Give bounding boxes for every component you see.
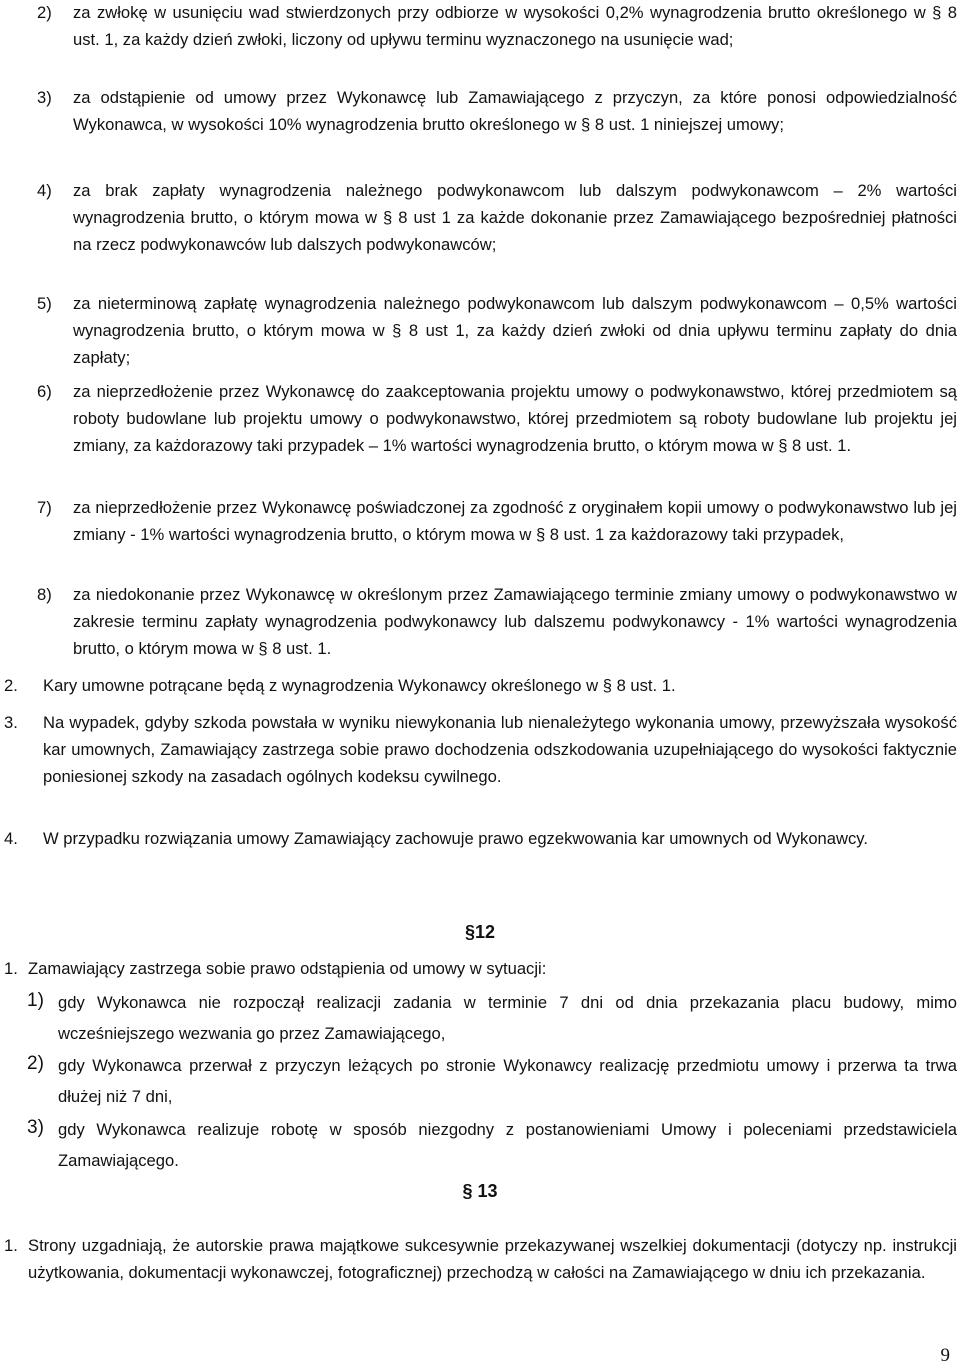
item-text: gdy Wykonawca przerwał z przyczyn leżących po stronie Wykonawcy realizację przedmiotu umowy i przerwa ta trwa dłużej niż 7 dni, bbox=[58, 1056, 957, 1106]
item-number: 7) bbox=[37, 498, 52, 517]
penalty-item bbox=[37, 581, 957, 662]
point-number: 2. bbox=[4, 676, 18, 695]
point-number: 1. bbox=[4, 959, 18, 978]
item-number: 2) bbox=[27, 1053, 44, 1074]
item-text: za niedokonanie przez Wykonawcę w określonym przez Zamawiającego terminie zmiany umowy o podwykonawstwo w zakresie terminu zapłaty wynagrodzenia podwykonawcy lub dalszemu podwykonawcy - 1% wartości wynagrodzenia brutto, o którym mowa w § 8 ust. 1. bbox=[73, 585, 957, 658]
penalty-item bbox=[37, 84, 957, 138]
point-text: Kary umowne potrącane będą z wynagrodzenia Wykonawcy określonego w § 8 ust. 1. bbox=[43, 676, 676, 695]
section-heading: § 13 bbox=[462, 1181, 498, 1201]
item-number: 6) bbox=[37, 382, 52, 401]
penalty-item bbox=[37, 290, 957, 371]
numbered-point bbox=[4, 709, 957, 790]
point-number: 3. bbox=[4, 713, 18, 732]
point-text: Strony uzgadniają, że autorskie prawa majątkowe sukcesywnie przekazywanej wszelkiej dokumentacji (dotyczy np. instrukcji użytkowania, dokumentacji wykonawczej, fotograficznej) przechodzą w całości na Zamawiającego w dniu ich przekazania. bbox=[28, 1236, 957, 1282]
item-text: za nieprzedłożenie przez Wykonawcę do zaakceptowania projektu umowy o podwykonawstwo, której przedmiotem są roboty budowlane lub projektu umowy o podwykonawstwo, której przedmiotem są roboty budowlane lub projektu jej zmiany, za każdorazowy taki przypadek – 1% wartości wynagrodzenia brutto, o którym mowa w § 8 ust. 1. bbox=[73, 382, 957, 455]
list-item bbox=[27, 1050, 957, 1112]
item-text: za brak zapłaty wynagrodzenia należnego podwykonawcom lub dalszym podwykonawcom – 2% wartości wynagrodzenia brutto, o którym mowa w § 8 ust 1 za każde dokonanie przez Zamawiającego bezpośredniej płatności na rzecz podwykonawców lub dalszych podwykonawców; bbox=[73, 181, 957, 254]
point-number: 1. bbox=[4, 1236, 18, 1255]
item-number: 2) bbox=[37, 3, 52, 22]
item-text: gdy Wykonawca nie rozpoczął realizacji zadania w terminie 7 dni od dnia przekazania placu budowy, mimo wcześniejszego wezwania go przez Zamawiającego, bbox=[58, 993, 957, 1043]
item-text: za nieterminową zapłatę wynagrodzenia należnego podwykonawcom lub dalszym podwykonawcom – 0,5% wartości wynagrodzenia brutto, o którym mowa w § 8 ust 1, za każdy dzień zwłoki od dnia upływu terminu zapłaty do dnia zapłaty; bbox=[73, 294, 957, 367]
item-number: 1) bbox=[27, 990, 44, 1011]
item-number: 4) bbox=[37, 181, 52, 200]
item-text: gdy Wykonawca realizuje robotę w sposób niezgodny z postanowieniami Umowy i poleceniami przedstawiciela Zamawiającego. bbox=[58, 1120, 957, 1170]
point-number: 4. bbox=[4, 829, 18, 848]
penalty-item bbox=[37, 378, 957, 459]
item-text: za zwłokę w usunięciu wad stwierdzonych przy odbiorze w wysokości 0,2% wynagrodzenia brutto określonego w § 8 ust. 1, za każdy dzień zwłoki, liczony od upływu terminu wyznaczonego na usunięcie wad; bbox=[73, 3, 957, 49]
numbered-point bbox=[4, 672, 957, 699]
point-text: Na wypadek, gdyby szkoda powstała w wyniku niewykonania lub nienależytego wykonania umowy, przewyższała wysokość kar umownych, Zamawiający zastrzega sobie prawo dochodzenia odszkodowania uzupełniającego do wysokości faktycznie poniesionej szkody na zasadach ogólnych kodeksu cywilnego. bbox=[43, 713, 957, 786]
list-item bbox=[27, 987, 957, 1049]
item-number: 3) bbox=[37, 88, 52, 107]
penalty-item bbox=[37, 177, 957, 258]
penalty-item bbox=[37, 0, 957, 53]
numbered-point bbox=[4, 825, 957, 852]
point-text: W przypadku rozwiązania umowy Zamawiający zachowuje prawo egzekwowania kar umownych od Wykonawcy. bbox=[43, 829, 868, 848]
item-text: za odstąpienie od umowy przez Wykonawcę lub Zamawiającego z przyczyn, za które ponosi odpowiedzialność Wykonawca, w wysokości 10% wynagrodzenia brutto określonego w § 8 ust. 1 niniejszej umowy; bbox=[73, 88, 957, 134]
item-number: 8) bbox=[37, 585, 52, 604]
list-item bbox=[27, 1114, 957, 1176]
item-number: 5) bbox=[37, 294, 52, 313]
item-text: za nieprzedłożenie przez Wykonawcę poświadczonej za zgodność z oryginałem kopii umowy o podwykonawstwo lub jej zmiany - 1% wartości wynagrodzenia brutto, o którym mowa w § 8 ust. 1 za każdorazowy taki przypadek, bbox=[73, 498, 957, 544]
page-number: 9 bbox=[940, 1345, 950, 1366]
section-heading: §12 bbox=[464, 922, 496, 942]
penalty-item bbox=[37, 494, 957, 548]
point-text: Zamawiający zastrzega sobie prawo odstąpienia od umowy w sytuacji: bbox=[28, 959, 547, 978]
numbered-point bbox=[4, 955, 957, 982]
item-number: 3) bbox=[27, 1117, 44, 1138]
numbered-point bbox=[4, 1232, 957, 1286]
